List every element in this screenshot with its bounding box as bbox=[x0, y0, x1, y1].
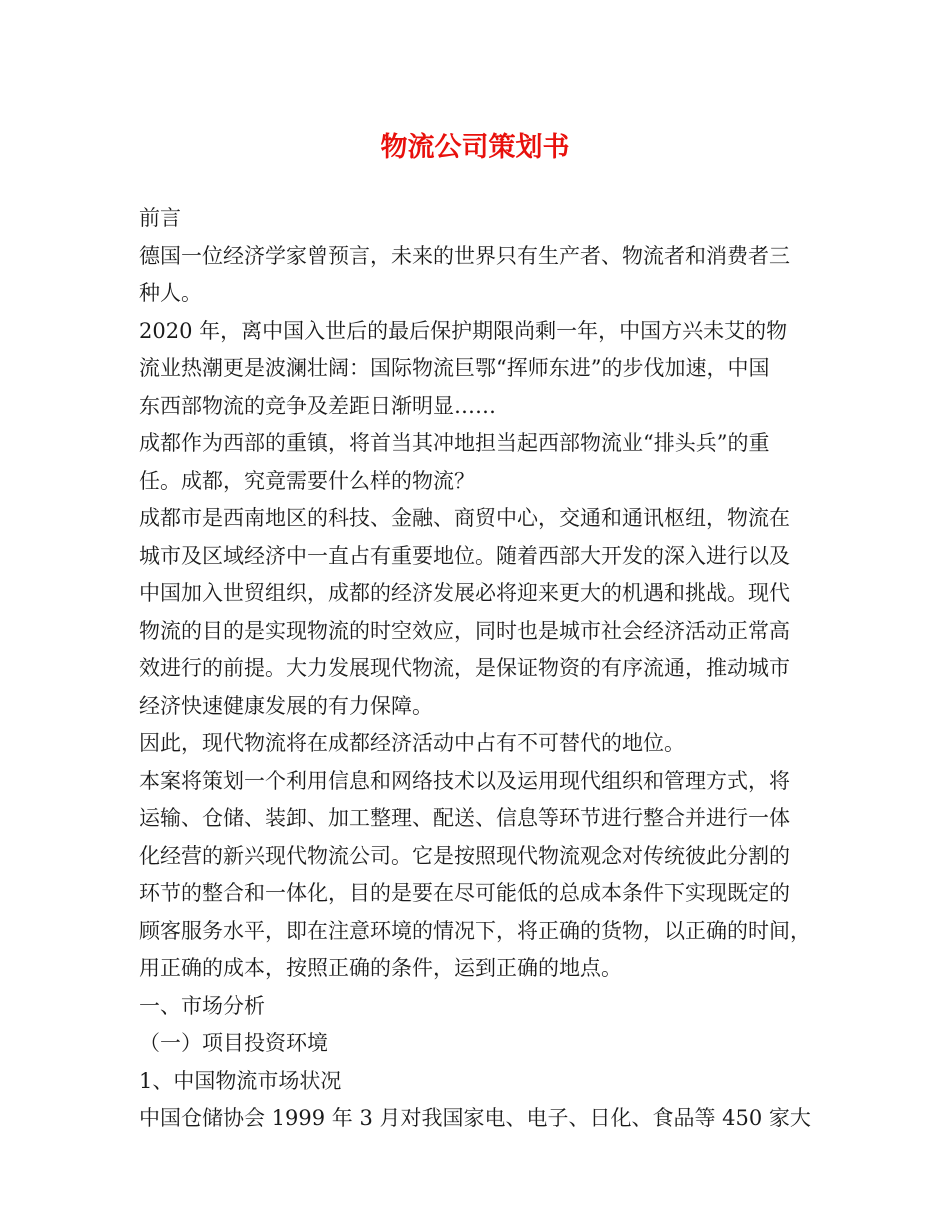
subsection-heading-investment-environment: （一）项目投资环境 bbox=[139, 1031, 328, 1055]
text-line: 2020 年，离中国入世后的最后保护期限尚剩一年，中国方兴未艾的物 bbox=[139, 318, 788, 343]
text-line: 用正确的成本，按照正确的条件，运到正确的地点。 bbox=[139, 956, 622, 980]
text-line: 本案将策划一个利用信息和网络技术以及运用现代组织和管理方式，将 bbox=[139, 768, 790, 793]
text-line: 化经营的新兴现代物流公司。它是按照现代物流观念对传统彼此分割的 bbox=[139, 843, 790, 868]
text-line: 物流的目的是实现物流的时空效应，同时也是城市社会经济活动正常高 bbox=[139, 618, 790, 643]
subsection-heading-china-logistics-market: 1、中国物流市场状况 bbox=[139, 1068, 342, 1093]
text-line: 城市及区域经济中一直占有重要地位。随着西部大开发的深入进行以及 bbox=[139, 543, 790, 568]
text-line: 成都作为西部的重镇，将首当其冲地担当起西部物流业“排头兵”的重 bbox=[139, 431, 770, 455]
text-line: 中国加入世贸组织，成都的经济发展必将迎来更大的机遇和挑战。现代 bbox=[139, 581, 790, 605]
text-line: 种人。 bbox=[139, 281, 202, 305]
text-line: 效进行的前提。大力发展现代物流，是保证物资的有序流通，推动城市 bbox=[139, 656, 790, 680]
text-line: 德国一位经济学家曾预言，未来的世界只有生产者、物流者和消费者三 bbox=[139, 243, 790, 268]
text-line: 环节的整合和一体化，目的是要在尽可能低的总成本条件下实现既定的 bbox=[139, 881, 790, 905]
text-line: 流业热潮更是波澜壮阔：国际物流巨鄂“挥师东进”的步伐加速，中国 bbox=[139, 356, 770, 380]
text-line: 运输、仓储、装卸、加工整理、配送、信息等环节进行整合并进行一体 bbox=[139, 806, 790, 830]
text-line: 因此，现代物流将在成都经济活动中占有不可替代的地位。 bbox=[139, 731, 685, 755]
text-line: 经济快速健康发展的有力保障。 bbox=[139, 693, 433, 718]
section-heading-market-analysis: 一、市场分析 bbox=[139, 993, 265, 1018]
text-line: 顾客服务水平，即在注意环境的情况下，将正确的货物，以正确的时间， bbox=[139, 918, 811, 943]
text-line: 成都市是西南地区的科技、金融、商贸中心，交通和通讯枢纽，物流在 bbox=[139, 506, 790, 530]
document-body bbox=[139, 200, 829, 1138]
document-title: 物流公司策划书 bbox=[380, 132, 570, 163]
text-line-preface-heading: 前言 bbox=[139, 206, 181, 230]
text-line: 东西部物流的竞争及差距日渐明显…… bbox=[139, 393, 496, 418]
text-line: 中国仓储协会 1999 年 3 月对我国家电、电子、日化、食品等 450 家大 bbox=[139, 1106, 811, 1130]
text-line: 任。成都，究竟需要什么样的物流？ bbox=[139, 468, 475, 493]
